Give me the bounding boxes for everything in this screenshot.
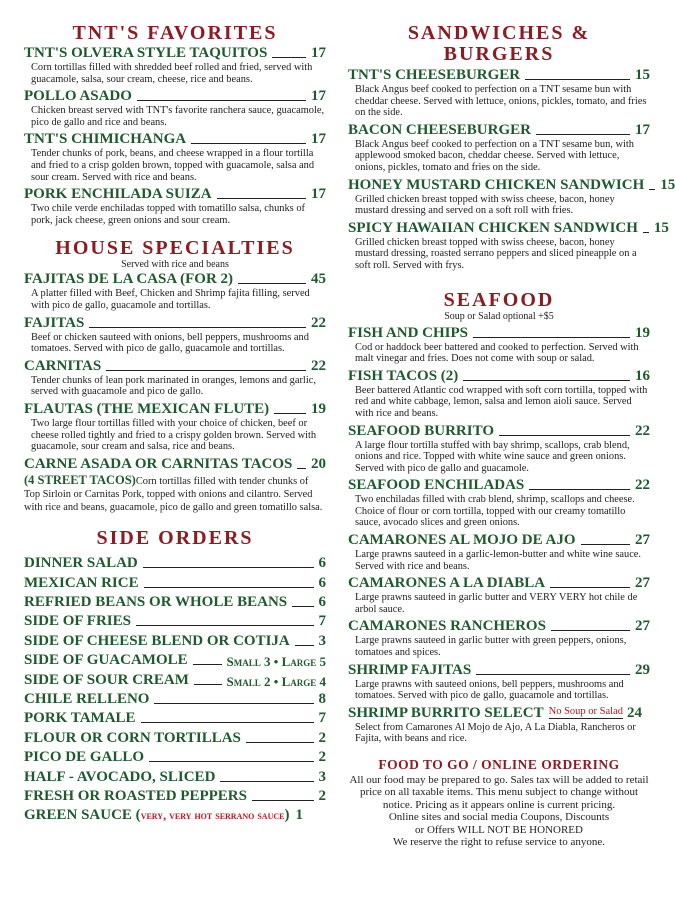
- leader-line: [649, 189, 655, 190]
- item-description: Cod or haddock beer battered and cooked to perfection. Served with malt vinegar and fries. Does not come with soup or salad.: [355, 341, 639, 365]
- item-name: HALF - AVOCADO, SLICED: [24, 768, 216, 785]
- item-price: 45: [311, 271, 326, 288]
- leader-line: [143, 567, 314, 568]
- item-name: REFRIED BEANS OR WHOLE BEANS: [24, 594, 288, 611]
- item-name: CAMARONES AL MOJO DE AJO: [348, 532, 576, 549]
- item-name: FRESH OR ROASTED PEPPERS: [24, 787, 247, 804]
- leader-line: [144, 587, 314, 588]
- leader-line: [149, 761, 313, 762]
- leader-line: [136, 625, 314, 626]
- leader-line: [292, 606, 313, 607]
- item-name: CARNE ASADA OR CARNITAS TACOS: [24, 455, 293, 472]
- side-item-side-of-cheese-blend-or-cotija: [24, 634, 326, 649]
- item-price: 15: [635, 67, 650, 83]
- leader-line: [476, 674, 630, 675]
- item-name: TNT'S OLVERA STYLE TAQUITOS: [24, 45, 268, 61]
- item-name: FISH TACOS (2): [348, 367, 459, 384]
- item-price: 22: [311, 314, 326, 331]
- item-price: 27: [635, 575, 650, 592]
- house-specialties-title: HOUSE SPECIALTIES: [55, 237, 295, 260]
- item-name: SHRIMP BURRITO SELECT: [348, 704, 544, 721]
- item-price: 24: [626, 704, 642, 721]
- item-price: 3: [318, 768, 326, 785]
- house-specialties-subtitle: Served with rice and beans: [121, 259, 229, 271]
- item-price: 17: [635, 121, 650, 138]
- item-price: 27: [635, 618, 650, 635]
- item-name: FISH AND CHIPS: [348, 324, 469, 341]
- item-name: SEAFOOD ENCHILADAS: [348, 477, 525, 494]
- item-description: Grilled chicken breast topped with swiss cheese, bacon, honey mustard dressing and served on a soft roll with fries.: [355, 193, 615, 217]
- menu-item-pork-enchilada-suiza: [24, 187, 326, 226]
- leader-line: [238, 283, 306, 284]
- item-description: Tender chunks of lean pork marinated in oranges, lemons and garlic, served with guacamole and pico de gallo.: [31, 374, 316, 398]
- menu-item-fajitas-de-la-casa-for-2: [24, 272, 326, 311]
- item-name: SIDE OF SOUR CREAM: [24, 671, 189, 688]
- leader-line: [137, 100, 306, 101]
- side-item-green-sauce: [24, 808, 326, 823]
- menu-item-honey-mustard-chicken-sandwich: [348, 176, 675, 217]
- item-description: Large prawns sauteed in a garlic-lemon-butter and white wine sauce. Served with rice and beans.: [355, 549, 642, 572]
- item-name: PORK TAMALE: [24, 710, 136, 727]
- coupon-notice: Online sites and social media Coupons, Discounts or Offers WILL NOT BE HONORED: [388, 811, 610, 836]
- item-name: MEXICAN RICE: [24, 574, 139, 591]
- seafood-title: SEAFOOD: [443, 288, 555, 311]
- item-name: FLOUR OR CORN TORTILLAS: [24, 729, 241, 746]
- item-name: PORK ENCHILADA SUIZA: [24, 186, 212, 203]
- leader-line: [643, 232, 649, 233]
- to-go-title: FOOD TO GO / ONLINE ORDERING: [378, 757, 620, 772]
- menu-item-shrimp-fajitas: [348, 663, 650, 702]
- item-price: 15: [653, 219, 669, 236]
- green-sauce-paren: ): [284, 807, 290, 824]
- item-description: Large prawns sauteed in garlic butter with green peppers, onions, tomatoes and spices.: [355, 635, 627, 659]
- item-name: DINNER SALAD: [24, 555, 138, 572]
- item-description: Grilled chicken breast topped with swiss cheese, bacon, honey mustard dressing, roasted serrano peppers and sliced pineapple on a soft roll. Served with frys.: [355, 236, 637, 271]
- menu-item-fish-tacos-2: [348, 369, 650, 420]
- item-price: 22: [635, 422, 650, 439]
- leader-line: [529, 489, 630, 490]
- item-name: PICO DE GALLO: [24, 749, 145, 766]
- menu-item-tnt-s-chimichanga: [24, 132, 326, 183]
- item-price: Small 2 • Large 4: [226, 673, 326, 689]
- leader-line: [297, 468, 306, 469]
- item-description: Black Angus beef cooked to perfection on a TNT sesame bun with cheddar cheese. Served with lettuce, onions, pickles, tomato, and fries on the side.: [355, 84, 647, 119]
- menu-item-carnitas: [24, 359, 326, 398]
- menu-item-pollo-asado: [24, 89, 326, 128]
- item-price: 6: [318, 555, 326, 572]
- menu-item-bacon-cheeseburger: [348, 123, 650, 174]
- house-specialties-list: [24, 272, 326, 452]
- side-item-pork-tamale: [24, 711, 326, 726]
- menu-item-shrimp-burrito-select: [348, 706, 650, 745]
- item-name: FAJITAS DE LA CASA (FOR 2): [24, 271, 234, 288]
- leader-line: [194, 684, 222, 685]
- to-go-text: All our food may be prepared to go. Sales tax will be added to retail price on all taxable items. This menu subject to change without notice. Pricing as it appears online is current pricing.: [349, 773, 649, 811]
- to-go-section: [348, 758, 650, 849]
- item-price: 6: [318, 574, 326, 591]
- item-price: 22: [635, 477, 650, 494]
- item-name: SIDE OF GUACAMOLE: [24, 652, 188, 669]
- item-price: 7: [318, 710, 326, 727]
- item-description: Two enchiladas filled with crab blend, shrimp, scallops and cheese. Choice of flour or corn tortilla, topped with our creamy tomatillo sauce, avocado slices and green onions.: [355, 494, 635, 529]
- item-name: TNT'S CHIMICHANGA: [24, 131, 187, 148]
- menu-item-camarones-a-la-diabla: [348, 576, 650, 615]
- side-item-dinner-salad: [24, 556, 326, 571]
- item-price: 29: [635, 661, 650, 678]
- menu-item-camarones-al-mojo-de-ajo: [348, 533, 650, 572]
- side-item-side-of-guacamole: [24, 653, 326, 668]
- right-column: [348, 0, 675, 849]
- item-name: CARNITAS: [24, 357, 102, 374]
- seafood-subtitle: Soup or Salad optional +$5: [444, 310, 554, 322]
- leader-line: [274, 413, 306, 414]
- side-item-fresh-or-roasted-peppers: [24, 789, 326, 804]
- menu-item-fish-and-chips: [348, 326, 650, 365]
- side-item-refried-beans-or-whole-beans: [24, 595, 326, 610]
- sandwiches-title-line1: SANDWICHES &: [407, 22, 591, 44]
- item-price: 8: [318, 691, 326, 708]
- tacos-description-text: Corn tortillas filled with tender chunks of Top Sirloin or Carnitas Pork, topped with onions and cilantro. Served with rice and beans, guacamole, pico de gallo and green tomatillo salsa.: [24, 475, 323, 514]
- item-name: SHRIMP FAJITAS: [348, 661, 472, 678]
- side-orders-list: [24, 556, 326, 804]
- item-price: 6: [318, 594, 326, 611]
- item-name: [24, 808, 289, 823]
- menu-item-flautas-the-mexican-flute: [24, 402, 326, 453]
- menu-item-camarones-rancheros: [348, 619, 650, 658]
- leader-line: [272, 57, 306, 58]
- side-item-flour-or-corn-tortillas: [24, 731, 326, 746]
- leader-line: [463, 380, 630, 381]
- leader-line: [581, 544, 630, 545]
- leader-line: [525, 79, 630, 80]
- item-name: BACON CHEESEBURGER: [348, 121, 531, 138]
- item-price: 2: [318, 729, 326, 746]
- item-name: POLLO ASADO: [24, 88, 132, 105]
- item-description: [24, 474, 326, 515]
- no-soup-note: No Soup or Salad: [548, 706, 623, 718]
- item-name: TNT'S CHEESEBURGER: [348, 67, 521, 83]
- item-description: Black Angus beef cooked to perfection on a TNT sesame bun, with applewood smoked bacon, cheddar cheese. Served with lettuce, onions, pickles, tomato and fries on the side.: [355, 138, 634, 173]
- item-name: SIDE OF CHEESE BLEND OR COTIJA: [24, 632, 290, 649]
- tacos-count-label: (4 STREET TACOS): [24, 472, 136, 487]
- item-price: 2: [318, 749, 326, 766]
- menu-item-tacos: [24, 457, 326, 515]
- leader-line: [89, 327, 306, 328]
- item-name: SPICY HAWAIIAN CHICKEN SANDWICH: [348, 219, 638, 236]
- favorites-list: [24, 46, 326, 226]
- item-price: 19: [635, 324, 650, 341]
- item-name: FAJITAS: [24, 314, 85, 331]
- menu-item-seafood-burrito: [348, 424, 650, 475]
- item-price: 15: [660, 176, 675, 193]
- leader-line: [220, 781, 313, 782]
- leader-line: [536, 134, 630, 135]
- item-description: Corn tortillas filled with shredded beef rolled and fried, served with guacamole, salsa, sour cream, cheese, rice and beans.: [31, 62, 313, 85]
- item-price: 17: [311, 131, 326, 148]
- item-price: 17: [311, 186, 326, 203]
- item-price: 3: [318, 632, 326, 649]
- item-price: 7: [318, 613, 326, 630]
- item-name: CHILE RELLENO: [24, 691, 150, 708]
- leader-line: [246, 742, 314, 743]
- item-name: SIDE OF FRIES: [24, 613, 131, 630]
- sandwiches-title-line2: BURGERS: [443, 43, 555, 65]
- item-name: FLAUTAS (THE MEXICAN FLUTE): [24, 400, 270, 417]
- leader-line: [141, 722, 314, 723]
- left-column: [24, 0, 326, 823]
- item-price: Small 3 • Large 5: [226, 654, 326, 670]
- item-description: Large prawns with sauteed onions, bell peppers, mushrooms and tomatoes. Served with pico de gallo, guacamole and tortillas.: [355, 678, 624, 702]
- side-item-chile-relleno: [24, 692, 326, 707]
- favorites-title: TNT'S FAVORITES: [72, 22, 278, 44]
- side-orders-title: SIDE ORDERS: [96, 527, 254, 550]
- item-description: Large prawns sauteed in garlic butter and VERY VERY hot chile de arbol sauce.: [355, 592, 638, 615]
- leader-line: [217, 198, 306, 199]
- menu-item-tnt-s-olvera-style-taquitos: [24, 46, 326, 85]
- item-name: CAMARONES RANCHEROS: [348, 618, 546, 635]
- item-price: 1: [295, 807, 303, 824]
- menu-item-fajitas: [24, 316, 326, 355]
- side-item-pico-de-gallo: [24, 750, 326, 765]
- green-sauce-label: GREEN SAUCE (: [24, 807, 141, 824]
- side-item-mexican-rice: [24, 576, 326, 591]
- item-description: Beef or chicken sauteed with onions, bell peppers, mushrooms and tomatoes. Served with pico de gallo, guacamole and tortillas.: [31, 331, 309, 355]
- item-price: 17: [311, 45, 326, 61]
- item-description: A platter filled with Beef, Chicken and Shrimp fajita filling, served with pico de gallo, guacamole and tortillas.: [31, 288, 310, 311]
- item-description: Chicken breast served with TNT's favorite ranchera sauce, guacamole, pico de gallo and rice and beans.: [31, 105, 325, 128]
- item-description: Tender chunks of pork, beans, and cheese wrapped in a flour tortilla and fried to a crisp golden brown, topped with guacamole, salsa and sour cream. Served with rice and beans.: [31, 148, 315, 183]
- refuse-service-notice: We reserve the right to refuse service to anyone.: [393, 836, 605, 848]
- item-price: 20: [311, 455, 326, 472]
- leader-line: [473, 337, 630, 338]
- item-price: 27: [635, 532, 650, 549]
- item-name: SEAFOOD BURRITO: [348, 422, 495, 439]
- leader-line: [550, 587, 630, 588]
- menu-item-spicy-hawaiian-chicken-sandwich: [348, 219, 669, 272]
- item-name: CAMARONES A LA DIABLA: [348, 575, 546, 592]
- sandwiches-list: [348, 67, 675, 272]
- item-description: Two large flour tortillas filled with your choice of chicken, beef or cheese rolled tightly and fried to a crispy golden brown. Served with guacamole, sour cream and salsa, rice and beans.: [31, 417, 317, 453]
- item-price: 22: [311, 357, 326, 374]
- green-sauce-heat-note: very, very hot serrano sauce: [140, 808, 285, 823]
- item-price: 2: [318, 787, 326, 804]
- side-item-side-of-fries: [24, 614, 326, 629]
- item-description: A large flour tortilla stuffed with bay shrimp, scallops, crab blend, onions and rice. Topped with white wine sauce and green onions. Served with pico de gallo and guacamole.: [355, 439, 630, 474]
- item-price: 19: [311, 400, 326, 417]
- leader-line: [252, 800, 314, 801]
- item-price: 17: [311, 88, 326, 105]
- leader-line: [154, 703, 313, 704]
- item-price: 16: [635, 367, 650, 384]
- seafood-list: [348, 326, 650, 702]
- menu-item-seafood-enchiladas: [348, 478, 650, 529]
- menu-item-tnt-s-cheeseburger: [348, 68, 650, 119]
- leader-line: [106, 370, 306, 371]
- leader-line: [193, 664, 222, 665]
- item-description: Two chile verde enchiladas topped with tomatillo salsa, chunks of pork, jack cheese, green onions and sour cream.: [31, 203, 305, 226]
- item-description: Select from Camarones Al Mojo de Ajo, A La Diabla, Rancheros or Fajita, with beans and rice.: [355, 721, 636, 745]
- item-description: Beer battered Atlantic cod wrapped with soft corn tortilla, topped with red and white cabbage, lemon, salsa and lemon aioli sauce. Served with rice and beans.: [355, 384, 648, 419]
- leader-line: [499, 435, 630, 436]
- side-item-half-avocado-sliced: [24, 770, 326, 785]
- side-item-side-of-sour-cream: [24, 673, 326, 688]
- leader-line: [295, 645, 314, 646]
- leader-line: [551, 630, 630, 631]
- leader-line: [191, 143, 306, 144]
- item-name: HONEY MUSTARD CHICKEN SANDWICH: [348, 176, 645, 193]
